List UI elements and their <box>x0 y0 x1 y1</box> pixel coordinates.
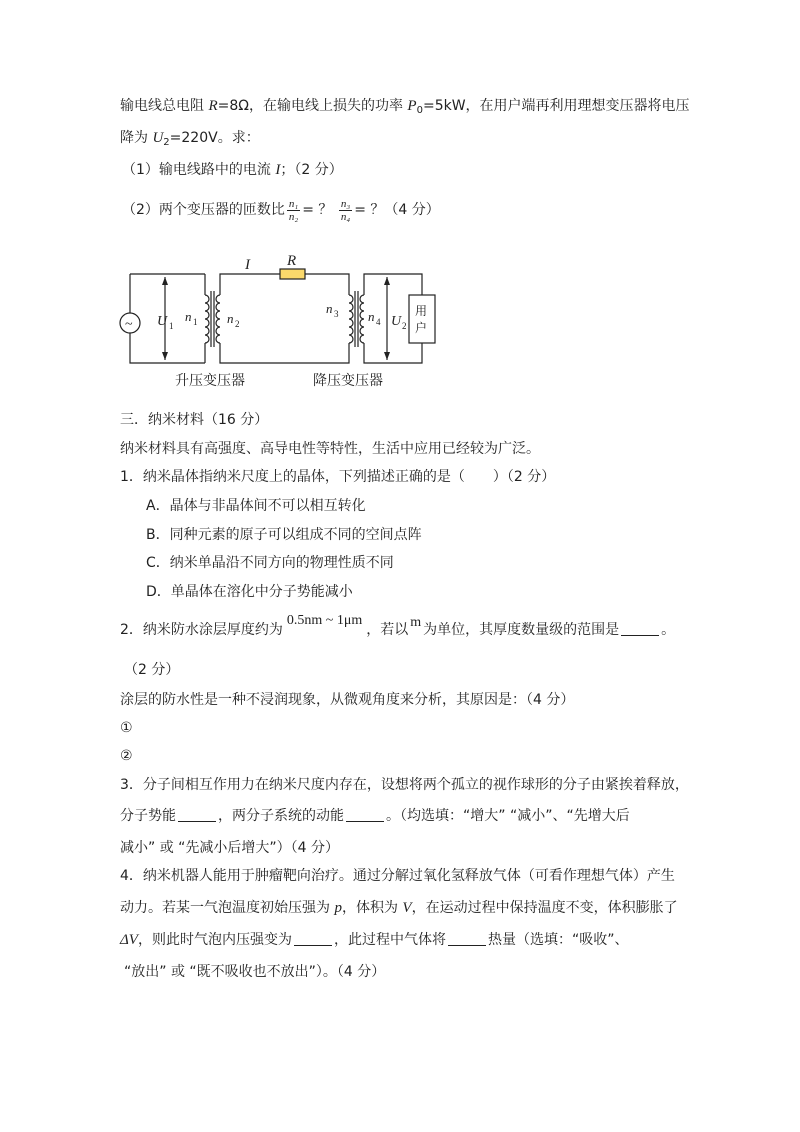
option-c: C．纳米单晶沿不同方向的物理性质不同 <box>146 555 394 571</box>
text: = ？ <box>302 202 333 218</box>
text: 热量（选填：“吸收”、 <box>487 932 629 948</box>
question-4-line-4: “放出” 或 “既不吸收也不放出”）。（4 分） <box>124 964 386 980</box>
text: ；（2 分） <box>280 162 343 178</box>
question-part-1 <box>122 160 343 180</box>
option-b: B．同种元素的原子可以组成不同的空间点阵 <box>146 527 422 543</box>
answer-blank[interactable] <box>178 807 216 822</box>
question-3-line-1: 3．分子间相互作用力在纳米尺度内存在，设想将两个孤立的视作球形的分子由紧挨着释放， <box>120 777 689 793</box>
label-U1-sub: 1 <box>169 321 174 331</box>
answer-blank[interactable] <box>294 931 332 946</box>
question-3-line-3: 减小” 或 “先减小后增大”）（4 分） <box>120 840 340 856</box>
sub: 2 <box>163 137 170 148</box>
question-4-line-1: 4．纳米机器人能用于肿瘤靶向治疗。通过分解过氧化氢释放气体（可看作理想气体）产生 <box>120 868 675 884</box>
text: ，在运动过程中保持温度不变，体积膨胀了 <box>411 900 678 916</box>
text: 。（均选填：“增大” “减小”、“先增大后 <box>386 808 630 824</box>
text: =5kW，在用户端再利用理想变压器将电压 <box>422 98 690 114</box>
thickness-formula: 0.5nm ~ 1μm <box>286 613 363 628</box>
answer-blank[interactable] <box>448 931 486 946</box>
label-n3: n <box>326 301 333 316</box>
resistor-R <box>280 269 305 279</box>
answer-item-2: ② <box>120 748 133 764</box>
answer-blank[interactable] <box>346 807 384 822</box>
label-n3-sub: 3 <box>334 309 339 319</box>
question-3-line-2 <box>120 806 630 826</box>
var-R: R <box>208 98 218 114</box>
text: 。 <box>661 622 676 638</box>
label-n1: n <box>185 309 192 324</box>
text: 2．纳米防水涂层厚度约为 <box>120 622 283 638</box>
label-n2: n <box>227 311 234 326</box>
text: 分子势能 <box>120 808 176 824</box>
var-I: I <box>275 162 281 178</box>
section-heading: 三．纳米材料（16 分） <box>120 412 269 428</box>
source-symbol: ~ <box>125 317 133 332</box>
question-2 <box>120 613 676 641</box>
text: ，体积为 <box>341 900 403 916</box>
text: 动力。若某一气泡温度初始压强为 <box>120 900 335 916</box>
text: ，此过程中气体将 <box>333 932 446 948</box>
text: ，则此时气泡内压强变为 <box>137 932 292 948</box>
question-1: 1．纳米晶体指纳米尺度上的晶体，下列描述正确的是（ ）（2 分） <box>120 469 556 485</box>
text: =220V。求： <box>169 130 260 146</box>
text: 输电线总电阻 <box>120 98 209 114</box>
numerator: n₁ <box>288 197 299 210</box>
text: 降为 <box>120 130 153 146</box>
label-n1-sub: 1 <box>193 317 198 327</box>
text: =8Ω，在输电线上损失的功率 <box>217 98 408 114</box>
label-I: I <box>245 257 250 273</box>
denominator: n₄ <box>340 210 351 223</box>
user-label-2: 户 <box>415 321 428 335</box>
step-up-caption: 升压变压器 <box>175 373 245 389</box>
var-P: P <box>407 98 417 114</box>
label-n4-sub: 4 <box>376 317 381 327</box>
circuit-diagram <box>115 255 445 395</box>
var-p: p <box>334 900 342 916</box>
label-U2-sub: 2 <box>402 321 407 331</box>
sub: 0 <box>416 105 423 116</box>
text: = ？（4 分） <box>354 202 440 218</box>
text: ，两分子系统的动能 <box>218 808 344 824</box>
question-4-line-2 <box>120 898 678 918</box>
answer-blank[interactable] <box>621 621 659 636</box>
step-down-caption: 降压变压器 <box>313 373 383 389</box>
question-part-2 <box>122 196 440 224</box>
var-U: U <box>152 130 164 146</box>
label-n2-sub: 2 <box>235 319 240 329</box>
label-U2: U <box>391 314 402 329</box>
question-line-2 <box>120 128 260 153</box>
question-4-line-3 <box>120 930 628 950</box>
denominator: n₂ <box>288 210 299 223</box>
text: ，若以 <box>366 622 409 638</box>
label-U1: U <box>157 314 168 329</box>
ratio-n1-n2 <box>287 198 300 223</box>
user-label-1: 用 <box>415 304 428 318</box>
answer-item-1: ① <box>120 720 133 736</box>
question-line-1 <box>120 96 690 121</box>
text: （1）输电线路中的电流 <box>122 162 276 178</box>
question-2-score: （2 分） <box>124 662 180 678</box>
var-delta-V: ΔV <box>120 932 138 948</box>
section-intro: 纳米材料具有高强度、高导电性等特性，生活中应用已经较为广泛。 <box>120 441 540 457</box>
unit-m: m <box>410 615 422 630</box>
text: （2）两个变压器的匝数比 <box>122 202 285 218</box>
ratio-n3-n4 <box>339 198 352 223</box>
numerator: n₃ <box>340 197 351 210</box>
option-d: D．单晶体在溶化中分子势能减小 <box>146 584 353 600</box>
var-V: V <box>402 900 412 916</box>
question-2-sub: 涂层的防水性是一种不浸润现象，从微观角度来分析，其原因是：（4 分） <box>120 692 575 708</box>
label-R: R <box>287 255 297 269</box>
text: 为单位，其厚度数量级的范围是 <box>423 622 620 638</box>
option-a: A．晶体与非晶体间不可以相互转化 <box>146 498 366 514</box>
label-n4: n <box>368 309 375 324</box>
